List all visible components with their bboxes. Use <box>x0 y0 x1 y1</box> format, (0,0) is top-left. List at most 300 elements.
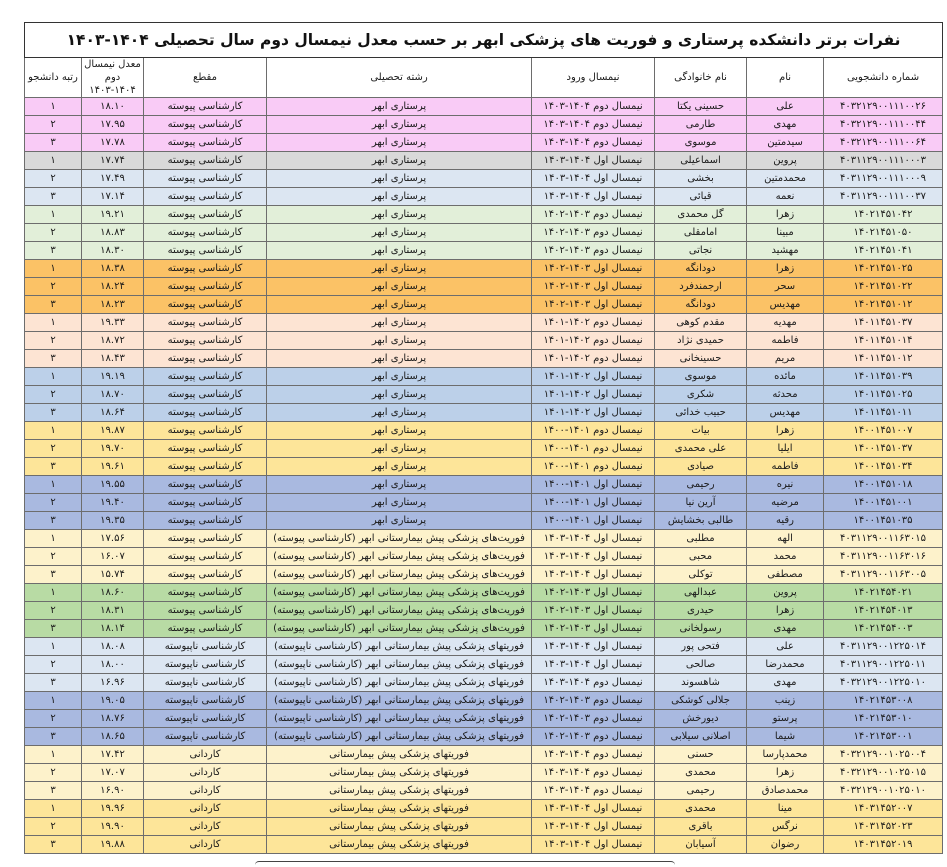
table-row <box>25 116 943 134</box>
cell-first-name: مهدیس <box>747 404 824 422</box>
table-row <box>25 584 943 602</box>
cell-degree: کارشناسی پیوسته <box>144 620 267 638</box>
cell-first-name: زهرا <box>747 422 824 440</box>
table-row <box>25 188 943 206</box>
cell-gpa: ۱۹.۳۵ <box>82 512 144 530</box>
cell-rank: ۱ <box>25 152 82 170</box>
cell-rank: ۲ <box>25 710 82 728</box>
cell-first-name: زهرا <box>747 764 824 782</box>
cell-field: پرستاری ابهر <box>267 278 532 296</box>
cell-degree: کارشناسی پیوسته <box>144 314 267 332</box>
cell-entry: نیمسال اول ۱۴۰۳-۱۴۰۲ <box>532 260 655 278</box>
cell-gpa: ۱۶.۹۰ <box>82 782 144 800</box>
cell-entry: نیمسال دوم ۱۴۰۳-۱۴۰۲ <box>532 728 655 746</box>
table-row <box>25 494 943 512</box>
cell-field: فوریتهای پزشکی پیش بیمارستانی <box>267 836 532 854</box>
cell-entry: نیمسال اول ۱۴۰۲-۱۴۰۱ <box>532 368 655 386</box>
cell-last-name: حسنی <box>655 746 747 764</box>
table-row <box>25 620 943 638</box>
table-row <box>25 476 943 494</box>
cell-entry: نیمسال اول ۱۴۰۴-۱۴۰۳ <box>532 836 655 854</box>
cell-first-name: فاطمه <box>747 458 824 476</box>
cell-entry: نیمسال اول ۱۴۰۲-۱۴۰۱ <box>532 386 655 404</box>
cell-first-name: نعمه <box>747 188 824 206</box>
cell-field: پرستاری ابهر <box>267 134 532 152</box>
table-row <box>25 314 943 332</box>
table-row <box>25 386 943 404</box>
cell-degree: کارشناسی پیوسته <box>144 260 267 278</box>
cell-first-name: مائده <box>747 368 824 386</box>
cell-student-no: ۱۴۰۳۱۴۵۲۰۱۹ <box>824 836 943 854</box>
cell-entry: نیمسال اول ۱۴۰۴-۱۴۰۳ <box>532 188 655 206</box>
cell-gpa: ۱۷.۴۹ <box>82 170 144 188</box>
cell-last-name: موسوی <box>655 368 747 386</box>
cell-entry: نیمسال اول ۱۴۰۳-۱۴۰۲ <box>532 296 655 314</box>
cell-gpa: ۱۸.۱۴ <box>82 620 144 638</box>
cell-rank: ۲ <box>25 440 82 458</box>
cell-degree: کارشناسی پیوسته <box>144 584 267 602</box>
cell-gpa: ۱۸.۸۳ <box>82 224 144 242</box>
cell-entry: نیمسال دوم ۱۴۰۱-۱۴۰۰ <box>532 458 655 476</box>
cell-gpa: ۱۶.۹۶ <box>82 674 144 692</box>
cell-field: پرستاری ابهر <box>267 494 532 512</box>
cell-student-no: ۱۴۰۰۱۴۵۱۰۰۷ <box>824 422 943 440</box>
cell-last-name: موسوی <box>655 134 747 152</box>
cell-student-no: ۴۰۳۲۱۲۹۰۰۱۱۱۰۰۴۴ <box>824 116 943 134</box>
cell-field: پرستاری ابهر <box>267 98 532 116</box>
cell-last-name: رحیمی <box>655 782 747 800</box>
table-row <box>25 638 943 656</box>
cell-entry: نیمسال دوم ۱۴۰۴-۱۴۰۳ <box>532 134 655 152</box>
cell-rank: ۱ <box>25 98 82 116</box>
cell-degree: کارشناسی ناپیوسته <box>144 710 267 728</box>
header-last-name: نام خانوادگی <box>655 58 747 98</box>
cell-rank: ۲ <box>25 170 82 188</box>
cell-rank: ۱ <box>25 422 82 440</box>
cell-gpa: ۱۹.۴۰ <box>82 494 144 512</box>
table-row <box>25 332 943 350</box>
cell-rank: ۳ <box>25 350 82 368</box>
cell-rank: ۱ <box>25 692 82 710</box>
cell-student-no: ۱۴۰۳۱۴۵۲۰۲۳ <box>824 818 943 836</box>
cell-gpa: ۱۹.۱۹ <box>82 368 144 386</box>
cell-entry: نیمسال اول ۱۴۰۳-۱۴۰۲ <box>532 602 655 620</box>
cell-rank: ۱ <box>25 530 82 548</box>
cell-field: فوریتهای پزشکی پیش بیمارستانی ابهر (کارشناسی ناپیوسته) <box>267 728 532 746</box>
cell-entry: نیمسال اول ۱۴۰۴-۱۴۰۳ <box>532 800 655 818</box>
cell-degree: کارشناسی پیوسته <box>144 548 267 566</box>
cell-degree: کارشناسی پیوسته <box>144 98 267 116</box>
cell-rank: ۳ <box>25 782 82 800</box>
cell-degree: کارشناسی پیوسته <box>144 296 267 314</box>
cell-last-name: محمدی <box>655 800 747 818</box>
cell-rank: ۳ <box>25 512 82 530</box>
cell-student-no: ۴۰۳۱۱۲۹۰۰۱۲۲۵۰۱۱ <box>824 656 943 674</box>
cell-field: پرستاری ابهر <box>267 440 532 458</box>
cell-degree: کارشناسی پیوسته <box>144 530 267 548</box>
cell-student-no: ۴۰۳۲۱۲۹۰۰۱۲۲۵۰۱۰ <box>824 674 943 692</box>
cell-last-name: دودانگه <box>655 260 747 278</box>
cell-degree: کاردانی <box>144 782 267 800</box>
cell-first-name: مینا <box>747 800 824 818</box>
table-row <box>25 98 943 116</box>
cell-first-name: زهرا <box>747 206 824 224</box>
cell-first-name: محدثه <box>747 386 824 404</box>
cell-entry: نیمسال اول ۱۴۰۴-۱۴۰۳ <box>532 152 655 170</box>
cell-rank: ۲ <box>25 656 82 674</box>
cell-last-name: صیادی <box>655 458 747 476</box>
cell-student-no: ۱۴۰۰۱۴۵۱۰۰۱ <box>824 494 943 512</box>
cell-last-name: گل محمدی <box>655 206 747 224</box>
cell-degree: کارشناسی ناپیوسته <box>144 656 267 674</box>
cell-rank: ۱ <box>25 206 82 224</box>
cell-entry: نیمسال اول ۱۴۰۴-۱۴۰۳ <box>532 548 655 566</box>
cell-gpa: ۱۹.۷۰ <box>82 440 144 458</box>
cell-gpa: ۱۸.۷۰ <box>82 386 144 404</box>
cell-field: پرستاری ابهر <box>267 224 532 242</box>
cell-last-name: حسینخانی <box>655 350 747 368</box>
cell-first-name: علی <box>747 98 824 116</box>
cell-field: پرستاری ابهر <box>267 368 532 386</box>
cell-gpa: ۱۸.۳۱ <box>82 602 144 620</box>
cell-gpa: ۱۸.۶۵ <box>82 728 144 746</box>
cell-degree: کاردانی <box>144 800 267 818</box>
cell-field: فوریت‌های پزشکی پیش بیمارستانی ابهر (کارشناسی پیوسته) <box>267 602 532 620</box>
cell-first-name: سیدمتین <box>747 134 824 152</box>
cell-student-no: ۴۰۳۱۱۲۹۰۰۱۱۱۰۰۳۷ <box>824 188 943 206</box>
cell-rank: ۲ <box>25 764 82 782</box>
cell-rank: ۱ <box>25 638 82 656</box>
cell-student-no: ۱۴۰۲۱۴۵۳۰۰۸ <box>824 692 943 710</box>
table-row <box>25 836 943 854</box>
cell-degree: کارشناسی پیوسته <box>144 422 267 440</box>
cell-student-no: ۴۰۳۱۱۲۹۰۰۱۲۲۵۰۱۴ <box>824 638 943 656</box>
cell-last-name: دودانگه <box>655 296 747 314</box>
cell-first-name: الهه <box>747 530 824 548</box>
cell-rank: ۲ <box>25 224 82 242</box>
cell-rank: ۱ <box>25 314 82 332</box>
header-entry: نیمسال ورود <box>532 58 655 98</box>
cell-entry: نیمسال دوم ۱۴۰۳-۱۴۰۲ <box>532 242 655 260</box>
cell-student-no: ۱۴۰۲۱۴۵۳۰۰۱ <box>824 728 943 746</box>
cell-degree: کارشناسی پیوسته <box>144 188 267 206</box>
cell-first-name: پروین <box>747 152 824 170</box>
cell-degree: کارشناسی پیوسته <box>144 152 267 170</box>
cell-rank: ۳ <box>25 728 82 746</box>
cell-field: پرستاری ابهر <box>267 260 532 278</box>
cell-degree: کاردانی <box>144 764 267 782</box>
cell-last-name: جلالی کوشکی <box>655 692 747 710</box>
table-row <box>25 548 943 566</box>
cell-last-name: محمدی <box>655 764 747 782</box>
cell-last-name: شاهسوند <box>655 674 747 692</box>
cell-student-no: ۱۴۰۰۱۴۵۱۰۱۸ <box>824 476 943 494</box>
table-row <box>25 692 943 710</box>
cell-degree: کارشناسی پیوسته <box>144 350 267 368</box>
cell-degree: کارشناسی پیوسته <box>144 134 267 152</box>
cell-rank: ۳ <box>25 296 82 314</box>
cell-first-name: مرضیه <box>747 494 824 512</box>
cell-rank: ۱ <box>25 746 82 764</box>
cell-student-no: ۱۴۰۲۱۴۵۱۰۲۵ <box>824 260 943 278</box>
cell-first-name: محمد <box>747 548 824 566</box>
cell-last-name: شکری <box>655 386 747 404</box>
cell-gpa: ۱۸.۶۴ <box>82 404 144 422</box>
cell-student-no: ۱۴۰۲۱۴۵۳۰۱۰ <box>824 710 943 728</box>
header-row <box>25 58 943 98</box>
cell-entry: نیمسال اول ۱۴۰۴-۱۴۰۳ <box>532 818 655 836</box>
cell-first-name: مهشید <box>747 242 824 260</box>
cell-gpa: ۱۸.۲۴ <box>82 278 144 296</box>
cell-field: پرستاری ابهر <box>267 242 532 260</box>
cell-gpa: ۱۷.۷۴ <box>82 152 144 170</box>
cell-field: فوریت‌های پزشکی پیش بیمارستانی ابهر (کارشناسی پیوسته) <box>267 530 532 548</box>
cell-rank: ۲ <box>25 386 82 404</box>
cell-entry: نیمسال اول ۱۴۰۴-۱۴۰۳ <box>532 656 655 674</box>
cell-first-name: مهدیس <box>747 296 824 314</box>
cell-field: فوریتهای پزشکی پیش بیمارستانی <box>267 764 532 782</box>
cell-gpa: ۱۷.۴۲ <box>82 746 144 764</box>
cell-entry: نیمسال دوم ۱۴۰۴-۱۴۰۳ <box>532 764 655 782</box>
table-row <box>25 296 943 314</box>
cell-last-name: مطلبی <box>655 530 747 548</box>
cell-field: فوریت‌های پزشکی پیش بیمارستانی ابهر (کارشناسی پیوسته) <box>267 566 532 584</box>
cell-field: فوریتهای پزشکی پیش بیمارستانی ابهر (کارشناسی ناپیوسته) <box>267 638 532 656</box>
cell-rank: ۲ <box>25 494 82 512</box>
cell-last-name: اسماعیلی <box>655 152 747 170</box>
cell-gpa: ۱۸.۷۲ <box>82 332 144 350</box>
cell-entry: نیمسال اول ۱۴۰۴-۱۴۰۳ <box>532 638 655 656</box>
table-row <box>25 728 943 746</box>
cell-rank: ۳ <box>25 620 82 638</box>
table-row <box>25 134 943 152</box>
cell-degree: کارشناسی پیوسته <box>144 476 267 494</box>
cell-student-no: ۱۴۰۲۱۴۵۴۰۲۱ <box>824 584 943 602</box>
cell-gpa: ۱۹.۳۳ <box>82 314 144 332</box>
cell-gpa: ۱۹.۵۵ <box>82 476 144 494</box>
cell-rank: ۲ <box>25 548 82 566</box>
cell-rank: ۳ <box>25 458 82 476</box>
cell-first-name: زهرا <box>747 602 824 620</box>
header-gpa: معدل نیمسال دوم ۱۴۰۴-۱۴۰۳ <box>82 58 144 98</box>
cell-entry: نیمسال دوم ۱۴۰۴-۱۴۰۳ <box>532 98 655 116</box>
cell-rank: ۱ <box>25 476 82 494</box>
table-row <box>25 368 943 386</box>
cell-entry: نیمسال دوم ۱۴۰۲-۱۴۰۱ <box>532 314 655 332</box>
cell-first-name: سحر <box>747 278 824 296</box>
cell-student-no: ۴۰۳۲۱۲۹۰۰۱۱۱۰۰۲۶ <box>824 98 943 116</box>
cell-entry: نیمسال دوم ۱۴۰۳-۱۴۰۲ <box>532 692 655 710</box>
cell-last-name: قبائی <box>655 188 747 206</box>
cell-rank: ۱ <box>25 800 82 818</box>
cell-first-name: نرگس <box>747 818 824 836</box>
cell-field: پرستاری ابهر <box>267 188 532 206</box>
cell-last-name: عبدالهی <box>655 584 747 602</box>
cell-degree: کارشناسی پیوسته <box>144 440 267 458</box>
cell-gpa: ۱۸.۳۸ <box>82 260 144 278</box>
table-row <box>25 278 943 296</box>
cell-last-name: صالحی <box>655 656 747 674</box>
cell-degree: کارشناسی پیوسته <box>144 278 267 296</box>
table-row <box>25 602 943 620</box>
table-row <box>25 242 943 260</box>
cell-degree: کارشناسی پیوسته <box>144 386 267 404</box>
table-row <box>25 458 943 476</box>
cell-gpa: ۱۹.۹۶ <box>82 800 144 818</box>
cell-field: فوریت‌های پزشکی پیش بیمارستانی ابهر (کارشناسی پیوسته) <box>267 548 532 566</box>
cell-degree: کارشناسی پیوسته <box>144 116 267 134</box>
cell-first-name: رقیه <box>747 512 824 530</box>
cell-field: فوریت‌های پزشکی پیش بیمارستانی ابهر (کارشناسی پیوسته) <box>267 620 532 638</box>
table-row <box>25 764 943 782</box>
table-row <box>25 656 943 674</box>
cell-degree: کارشناسی پیوسته <box>144 224 267 242</box>
cell-gpa: ۱۸.۱۰ <box>82 98 144 116</box>
cell-entry: نیمسال اول ۱۴۰۲-۱۴۰۱ <box>532 404 655 422</box>
cell-last-name: بخشی <box>655 170 747 188</box>
cell-entry: نیمسال اول ۱۴۰۱-۱۴۰۰ <box>532 494 655 512</box>
cell-student-no: ۱۴۰۲۱۴۵۴۰۱۳ <box>824 602 943 620</box>
cell-field: پرستاری ابهر <box>267 350 532 368</box>
cell-gpa: ۱۸.۴۳ <box>82 350 144 368</box>
cell-last-name: بیات <box>655 422 747 440</box>
cell-student-no: ۴۰۳۱۱۲۹۰۰۱۱۶۳۰۱۵ <box>824 530 943 548</box>
cell-last-name: دیورخش <box>655 710 747 728</box>
cell-field: پرستاری ابهر <box>267 116 532 134</box>
cell-entry: نیمسال دوم ۱۴۰۲-۱۴۰۱ <box>532 350 655 368</box>
cell-degree: کارشناسی ناپیوسته <box>144 692 267 710</box>
cell-field: فوریتهای پزشکی پیش بیمارستانی <box>267 746 532 764</box>
cell-student-no: ۴۰۳۲۱۲۹۰۰۱۱۱۰۰۶۴ <box>824 134 943 152</box>
cell-gpa: ۱۹.۸۸ <box>82 836 144 854</box>
cell-student-no: ۱۴۰۲۱۴۵۱۰۵۰ <box>824 224 943 242</box>
cell-first-name: زینب <box>747 692 824 710</box>
cell-gpa: ۱۸.۶۰ <box>82 584 144 602</box>
cell-rank: ۳ <box>25 188 82 206</box>
cell-first-name: مریم <box>747 350 824 368</box>
table-row <box>25 350 943 368</box>
cell-student-no: ۴۰۳۲۱۲۹۰۰۱۰۲۵۰۱۵ <box>824 764 943 782</box>
cell-last-name: طالبی بخشایش <box>655 512 747 530</box>
cell-entry: نیمسال دوم ۱۴۰۱-۱۴۰۰ <box>532 422 655 440</box>
cell-gpa: ۱۸.۳۰ <box>82 242 144 260</box>
cell-entry: نیمسال دوم ۱۴۰۲-۱۴۰۱ <box>532 332 655 350</box>
cell-degree: کارشناسی پیوسته <box>144 206 267 224</box>
header-degree: مقطع <box>144 58 267 98</box>
cell-gpa: ۱۶.۰۷ <box>82 548 144 566</box>
cell-last-name: محبی <box>655 548 747 566</box>
cell-last-name: حیدری <box>655 602 747 620</box>
cell-entry: نیمسال اول ۱۴۰۳-۱۴۰۲ <box>532 620 655 638</box>
cell-last-name: علی محمدی <box>655 440 747 458</box>
cell-field: پرستاری ابهر <box>267 512 532 530</box>
cell-entry: نیمسال دوم ۱۴۰۳-۱۴۰۲ <box>532 710 655 728</box>
cell-student-no: ۴۰۳۱۱۲۹۰۰۱۱۱۰۰۰۳ <box>824 152 943 170</box>
cell-student-no: ۱۴۰۲۱۴۵۴۰۰۳ <box>824 620 943 638</box>
cell-first-name: نیره <box>747 476 824 494</box>
cell-entry: نیمسال اول ۱۴۰۱-۱۴۰۰ <box>532 476 655 494</box>
cell-student-no: ۴۰۳۲۱۲۹۰۰۱۰۲۵۰۰۴ <box>824 746 943 764</box>
cell-first-name: محمدرضا <box>747 656 824 674</box>
cell-rank: ۳ <box>25 674 82 692</box>
cell-last-name: آرین نیا <box>655 494 747 512</box>
cell-student-no: ۱۴۰۱۱۴۵۱۰۱۴ <box>824 332 943 350</box>
table-row <box>25 224 943 242</box>
cell-student-no: ۱۴۰۱۱۴۵۱۰۲۵ <box>824 386 943 404</box>
cell-field: فوریتهای پزشکی پیش بیمارستانی ابهر (کارشناسی ناپیوسته) <box>267 656 532 674</box>
cell-student-no: ۱۴۰۱۱۴۵۱۰۳۷ <box>824 314 943 332</box>
cell-field: پرستاری ابهر <box>267 386 532 404</box>
cell-rank: ۲ <box>25 818 82 836</box>
cell-entry: نیمسال دوم ۱۴۰۳-۱۴۰۲ <box>532 206 655 224</box>
cell-first-name: مهدیه <box>747 314 824 332</box>
cell-entry: نیمسال دوم ۱۴۰۱-۱۴۰۰ <box>532 440 655 458</box>
table-row <box>25 530 943 548</box>
table-row <box>25 746 943 764</box>
cell-degree: کارشناسی پیوسته <box>144 458 267 476</box>
table-row <box>25 674 943 692</box>
cell-last-name: باقری <box>655 818 747 836</box>
cell-gpa: ۱۹.۸۷ <box>82 422 144 440</box>
cell-field: پرستاری ابهر <box>267 422 532 440</box>
cell-rank: ۱ <box>25 584 82 602</box>
cell-degree: کارشناسی پیوسته <box>144 242 267 260</box>
cell-first-name: پروین <box>747 584 824 602</box>
header-rank: رتبه دانشجو <box>25 58 82 98</box>
table-row <box>25 512 943 530</box>
cell-degree: کارشناسی پیوسته <box>144 368 267 386</box>
cell-last-name: رحیمی <box>655 476 747 494</box>
cell-gpa: ۱۹.۰۵ <box>82 692 144 710</box>
cell-first-name: مهدی <box>747 674 824 692</box>
cell-rank: ۳ <box>25 404 82 422</box>
cell-rank: ۲ <box>25 332 82 350</box>
cell-first-name: مصطفی <box>747 566 824 584</box>
cell-gpa: ۱۸.۰۸ <box>82 638 144 656</box>
cell-student-no: ۴۰۳۱۱۲۹۰۰۱۱۱۰۰۰۹ <box>824 170 943 188</box>
cell-degree: کارشناسی پیوسته <box>144 602 267 620</box>
cell-gpa: ۱۵.۷۴ <box>82 566 144 584</box>
cell-degree: کارشناسی ناپیوسته <box>144 728 267 746</box>
cell-gpa: ۱۷.۹۵ <box>82 116 144 134</box>
cell-gpa: ۱۸.۰۰ <box>82 656 144 674</box>
cell-student-no: ۱۴۰۱۱۴۵۱۰۱۱ <box>824 404 943 422</box>
cell-field: پرستاری ابهر <box>267 332 532 350</box>
cell-rank: ۳ <box>25 836 82 854</box>
cell-first-name: مهدی <box>747 620 824 638</box>
cell-field: فوریتهای پزشکی پیش بیمارستانی ابهر (کارشناسی ناپیوسته) <box>267 692 532 710</box>
cell-degree: کارشناسی پیوسته <box>144 332 267 350</box>
cell-student-no: ۱۴۰۳۱۴۵۲۰۰۷ <box>824 800 943 818</box>
table-row <box>25 260 943 278</box>
cell-field: پرستاری ابهر <box>267 296 532 314</box>
table-row <box>25 440 943 458</box>
cell-field: فوریتهای پزشکی پیش بیمارستانی <box>267 782 532 800</box>
cell-last-name: حبیب خدائی <box>655 404 747 422</box>
cell-rank: ۲ <box>25 278 82 296</box>
cell-first-name: پرستو <box>747 710 824 728</box>
cell-gpa: ۱۸.۷۶ <box>82 710 144 728</box>
cell-rank: ۳ <box>25 566 82 584</box>
cell-student-no: ۱۴۰۲۱۴۵۱۰۲۲ <box>824 278 943 296</box>
cell-degree: کارشناسی پیوسته <box>144 566 267 584</box>
cell-student-no: ۱۴۰۰۱۴۵۱۰۳۴ <box>824 458 943 476</box>
cell-degree: کارشناسی پیوسته <box>144 404 267 422</box>
cell-last-name: رسولخانی <box>655 620 747 638</box>
cell-rank: ۲ <box>25 602 82 620</box>
cell-degree: کارشناسی پیوسته <box>144 170 267 188</box>
cell-student-no: ۱۴۰۲۱۴۵۱۰۴۲ <box>824 206 943 224</box>
